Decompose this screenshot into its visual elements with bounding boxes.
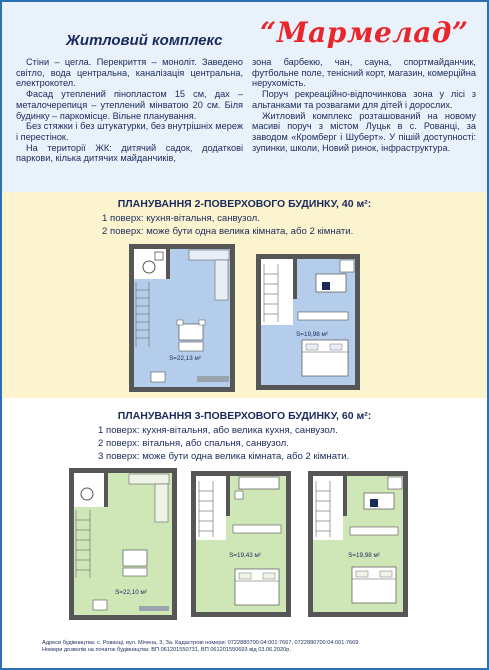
area-label: S=19,98 м² <box>348 552 380 559</box>
plan-2-storey-section <box>2 192 487 398</box>
header <box>2 12 487 52</box>
intro-left-column <box>16 57 243 164</box>
intro-paragraph: Поруч рекреаційно-відпочинкова зона у лісі з альтанками та розвагами для дітей і дорослих. <box>252 89 476 110</box>
plan-3-storey-line: 3 поверх: може бути одна велика кімната, або 2 кімнати. <box>98 451 350 462</box>
plan-3-storey-line: 1 поверх: кухня-вітальня, або велика кухня, санвузол. <box>98 425 338 436</box>
intro-paragraph: Фасад утеплений пінопластом 15 см, дах – металочерепиця – утеплений мінватою 20 см. Біля будинку – паркомісце. Вільне планування. <box>16 89 243 121</box>
plan-2-storey-line: 2 поверх: може бути одна велика кімната, або 2 кімнати. <box>102 226 354 237</box>
brand-name: “Мармелад” <box>260 16 469 49</box>
floor-plan-2-storey-level-2 <box>254 252 362 392</box>
floor-plan-3-storey-level-1 <box>67 466 179 622</box>
plan-3-storey-title: ПЛАНУВАННЯ 3-ПОВЕРХОВОГО БУДИНКУ, 60 м²: <box>117 410 372 422</box>
intro-paragraph: Житловий комплекс розташований на новому масиві поруч з містом Луцьк в с. Рованці, за заводом «Кромберг і Шуберт». У пішій доступності: зупинки, школи, Новий ринок, інфраструктура. <box>252 110 476 153</box>
area-label: S=22,13 м² <box>169 355 201 362</box>
plan-3-storey-section <box>2 406 487 668</box>
area-label: S=19,43 м² <box>229 552 261 559</box>
floor-plan-3-storey-level-2 <box>189 469 293 619</box>
area-label: S=22,10 м² <box>115 589 147 596</box>
intro-paragraph: На території ЖК: дитячий садок, додаткові паркови, кілька дитячих майданчиків, <box>16 142 243 164</box>
intro-right-column <box>252 57 476 153</box>
complex-title: Житловий комплекс <box>66 32 223 49</box>
footer-permits: Номери дозволів на початок будівництва: ВП 061201550731, ВП 061201550693 від 03.06.2020р. <box>42 647 291 653</box>
floor-plan-3-storey-level-3 <box>306 469 410 619</box>
intro-paragraph: Стіни – цегла. Перекриття – моноліт. Заведено світло, вода центральна, каналізація центральна, електрокотел. <box>16 57 243 89</box>
floor-plan-2-storey-level-1 <box>127 242 237 394</box>
intro-paragraph: Без стяжки і без штукатурки, без внутрішніх мереж і перестінок. <box>16 121 243 142</box>
footer-address: Адреси будівництва: с. Рованці, вул. Мічена, 3, За. Кадастрові номери: 0722880700:04:001:7667, 0722880700:04:001:7669. <box>42 640 360 646</box>
area-label: S=19,98 м² <box>296 331 328 338</box>
plan-2-storey-line: 1 поверх: кухня-вітальня, санвузол. <box>102 213 260 224</box>
footer <box>42 640 482 654</box>
intro-paragraph: зона барбекю, чан, сауна, спортмайданчик, футбольне поле, тенісний корт, магазин, комерційна нерухомість. <box>252 57 476 89</box>
plan-2-storey-title: ПЛАНУВАННЯ 2-ПОВЕРХОВОГО БУДИНКУ, 40 м²: <box>117 198 372 210</box>
plan-3-storey-line: 2 поверх: вітальня, або спальня, санвузол. <box>98 438 289 449</box>
